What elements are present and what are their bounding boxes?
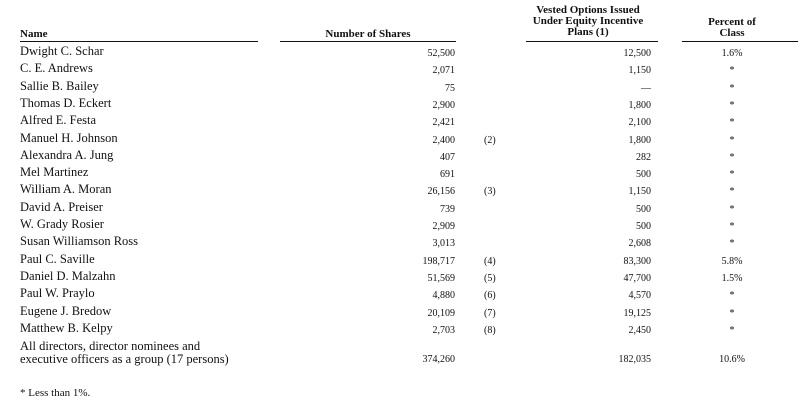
row-name: Thomas D. Eckert bbox=[20, 95, 112, 110]
row-vested-options: 500 bbox=[636, 169, 651, 181]
header-divider-vested bbox=[526, 41, 658, 42]
row-percent-of-class: * bbox=[729, 307, 735, 319]
row-shares: 739 bbox=[440, 203, 455, 215]
row-shares: 51,569 bbox=[427, 272, 455, 284]
row-name: Susan Williamson Ross bbox=[20, 234, 139, 249]
row-vested-options: 1,800 bbox=[628, 134, 651, 146]
row-footnote-ref: (4) bbox=[484, 255, 496, 267]
row-percent-of-class: * bbox=[729, 238, 735, 250]
row-percent-of-class: * bbox=[729, 117, 735, 129]
row-footnote-ref: (8) bbox=[484, 324, 496, 336]
row-vested-options: 4,570 bbox=[628, 290, 651, 302]
row-vested-options: 2,608 bbox=[628, 238, 651, 250]
table-row bbox=[0, 95, 807, 112]
row-shares: 52,500 bbox=[427, 48, 455, 59]
row-name: Sallie B. Bailey bbox=[20, 78, 99, 93]
table-row bbox=[0, 43, 807, 60]
table-row bbox=[0, 60, 807, 77]
row-shares: 3,013 bbox=[432, 238, 455, 250]
table-row bbox=[0, 199, 807, 216]
row-shares: 2,071 bbox=[432, 65, 455, 77]
row-vested-options: 500 bbox=[636, 221, 651, 232]
table-row bbox=[0, 216, 807, 233]
row-percent-of-class: 5.8% bbox=[721, 255, 743, 267]
table-row bbox=[0, 251, 807, 268]
row-percent-of-class: * bbox=[729, 65, 735, 77]
row-name: Eugene J. Bredow bbox=[20, 303, 112, 318]
header-divider-shares bbox=[280, 41, 456, 42]
row-shares: 2,421 bbox=[432, 117, 455, 129]
row-name: Manuel H. Johnson bbox=[20, 130, 118, 145]
footnote: * Less than 1%. bbox=[20, 387, 91, 399]
table-row bbox=[0, 130, 807, 147]
row-percent-of-class: 1.5% bbox=[721, 272, 743, 284]
row-shares: 691 bbox=[440, 169, 455, 181]
row-name: Paul C. Saville bbox=[20, 251, 95, 266]
row-vested-options: 1,150 bbox=[628, 186, 651, 198]
header-divider-percent bbox=[682, 41, 798, 42]
header-name: Name bbox=[20, 28, 48, 40]
row-name: Alexandra A. Jung bbox=[20, 147, 114, 162]
row-vested-options: 47,700 bbox=[623, 272, 651, 284]
row-percent-of-class: * bbox=[729, 203, 735, 215]
row-shares: 75 bbox=[445, 82, 455, 94]
row-vested-options: 83,300 bbox=[623, 255, 651, 267]
row-footnote-ref: (3) bbox=[484, 186, 496, 198]
row-vested-options: 12,500 bbox=[623, 48, 651, 59]
row-vested-options: 19,125 bbox=[623, 307, 651, 319]
row-name: Mel Martinez bbox=[20, 165, 89, 180]
row-vested-options: 1,800 bbox=[628, 99, 651, 111]
table-row bbox=[0, 164, 807, 181]
row-footnote-ref: (2) bbox=[484, 134, 496, 146]
table-row bbox=[0, 181, 807, 198]
row-percent-of-class: * bbox=[729, 324, 735, 336]
header-vested-options: Vested Options Issued Under Equity Incentive Plans (1) bbox=[532, 4, 644, 38]
row-shares: 407 bbox=[440, 151, 455, 163]
row-percent-of-class: * bbox=[729, 134, 735, 146]
row-shares: 2,909 bbox=[432, 221, 455, 232]
row-name: Daniel D. Malzahn bbox=[20, 268, 116, 283]
row-shares: 4,880 bbox=[432, 290, 455, 302]
row-shares: 2,900 bbox=[432, 99, 455, 111]
row-vested-options: 1,150 bbox=[628, 65, 651, 77]
row-percent-of-class: * bbox=[729, 186, 735, 198]
table-row bbox=[0, 112, 807, 129]
row-name: W. Grady Rosier bbox=[20, 217, 104, 231]
row-percent-of-class: * bbox=[729, 221, 735, 232]
table-row bbox=[0, 268, 807, 285]
row-shares: 198,717 bbox=[422, 255, 455, 267]
group-total-label: All directors, director nominees and executive officers as a group (17 persons) bbox=[20, 339, 229, 366]
row-percent-of-class: * bbox=[729, 290, 735, 302]
row-name: Matthew B. Kelpy bbox=[20, 320, 113, 335]
row-shares: 2,703 bbox=[432, 324, 455, 336]
group-total-row bbox=[0, 340, 807, 370]
table-row bbox=[0, 233, 807, 250]
table-row bbox=[0, 320, 807, 337]
row-shares: 26,156 bbox=[427, 186, 455, 198]
row-percent-of-class: * bbox=[729, 82, 735, 94]
row-name: Paul W. Praylo bbox=[20, 286, 95, 301]
row-vested-options: 2,100 bbox=[628, 117, 651, 129]
row-vested-options: 282 bbox=[636, 151, 651, 163]
row-name: Dwight C. Schar bbox=[20, 44, 104, 58]
row-name: Alfred E. Festa bbox=[20, 113, 97, 128]
row-vested-options: 2,450 bbox=[628, 324, 651, 336]
row-shares: 2,400 bbox=[432, 134, 455, 146]
table-row bbox=[0, 78, 807, 95]
header-shares: Number of Shares bbox=[325, 28, 411, 40]
table-row bbox=[0, 147, 807, 164]
group-total-percent: 10.6% bbox=[719, 354, 745, 365]
row-vested-options: 500 bbox=[636, 203, 651, 215]
group-total-vested: 182,035 bbox=[618, 354, 651, 365]
row-percent-of-class: * bbox=[729, 151, 735, 163]
row-percent-of-class: * bbox=[729, 99, 735, 111]
table-row bbox=[0, 303, 807, 320]
header-divider-name bbox=[20, 41, 258, 42]
row-footnote-ref: (6) bbox=[484, 290, 496, 302]
row-percent-of-class: 1.6% bbox=[721, 48, 743, 59]
row-name: C. E. Andrews bbox=[20, 61, 93, 76]
group-total-shares: 374,260 bbox=[422, 354, 455, 365]
row-shares: 20,109 bbox=[427, 307, 455, 319]
row-percent-of-class: * bbox=[729, 169, 735, 181]
row-footnote-ref: (5) bbox=[484, 272, 496, 284]
table-row bbox=[0, 285, 807, 302]
row-vested-options: — bbox=[641, 82, 651, 94]
row-name: William A. Moran bbox=[20, 182, 112, 197]
row-name: David A. Preiser bbox=[20, 199, 103, 214]
row-footnote-ref: (7) bbox=[484, 307, 496, 319]
header-percent-of-class: Percent of Class bbox=[708, 16, 756, 39]
